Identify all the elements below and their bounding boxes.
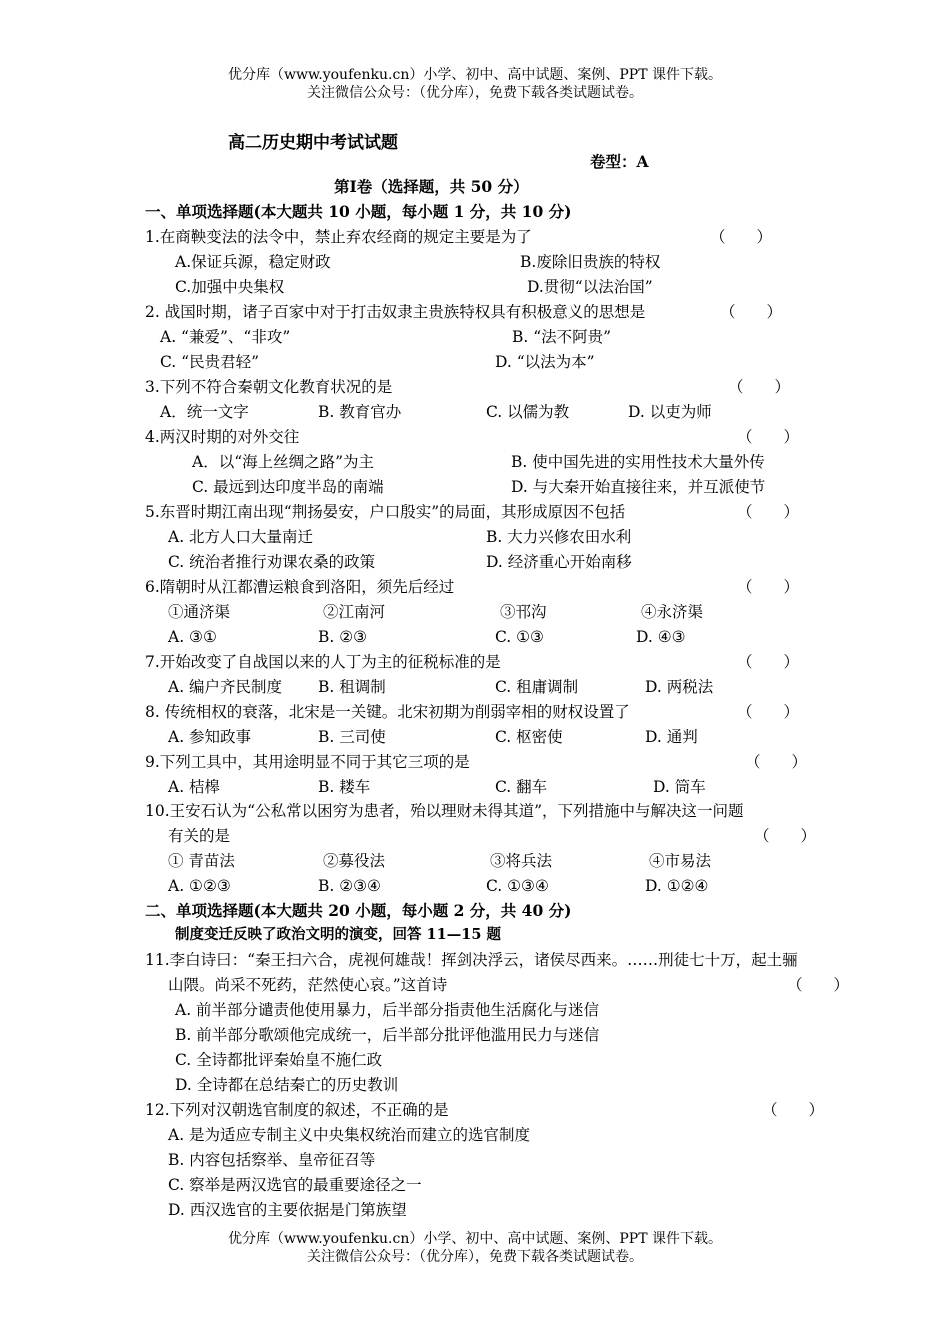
q11-option-c: C. 全诗都批评秦始皇不施仁政 — [175, 1051, 383, 1069]
q7-option-d: D. 两税法 — [645, 678, 714, 696]
q4-option-c: C. 最远到达印度半岛的南端 — [192, 478, 384, 496]
q6-option-c: C. ①③ — [495, 628, 544, 646]
q6-item-4: ④永济渠 — [641, 603, 704, 621]
section-2-title: 二、单项选择题(本大题共 20 小题，每小题 2 分，共 40 分) — [145, 901, 572, 920]
q3-answer-blank: （ ） — [728, 378, 791, 396]
q5-option-d: D. 经济重心开始南移 — [486, 553, 632, 571]
q8-option-a: A. 参知政事 — [168, 728, 252, 746]
q9-option-d: D. 筒车 — [653, 778, 706, 796]
q4-stem: 4.两汉时期的对外交往 — [145, 428, 300, 446]
q11-stem-continued: 山隈。尚采不死药，茫然使心哀。”这首诗 — [168, 976, 448, 994]
q10-stem: 10.王安石认为“公私常以困穷为患者，殆以理财未得其道”，下列措施中与解决这一问题 — [145, 802, 744, 820]
q11-option-d: D. 全诗都在总结秦亡的历史教训 — [175, 1076, 399, 1094]
q10-stem-continued: 有关的是 — [168, 827, 231, 845]
footer-line-2: 关注微信公众号：（优分库），免费下载各类试题试卷。 — [307, 1249, 643, 1265]
q1-answer-blank: （ ） — [710, 228, 773, 246]
q9-option-b: B. 耧车 — [318, 778, 371, 796]
q7-option-b: B. 租调制 — [318, 678, 386, 696]
q11-answer-blank: （ ） — [787, 976, 850, 994]
q8-option-d: D. 通判 — [645, 728, 698, 746]
q12-answer-blank: （ ） — [762, 1101, 825, 1119]
q3-option-c: C. 以儒为教 — [486, 403, 570, 421]
q11-option-a: A. 前半部分谴责他使用暴力，后半部分指责他生活腐化与迷信 — [175, 1001, 600, 1019]
exam-title: 高二历史期中考试试题 — [228, 133, 398, 153]
q6-stem: 6.隋朝时从江都漕运粮食到洛阳，须先后经过 — [145, 578, 455, 596]
q6-item-2: ②江南河 — [323, 603, 386, 621]
q6-item-3: ③邗沟 — [500, 603, 547, 621]
q1-option-b: B.废除旧贵族的特权 — [520, 253, 661, 271]
section-1-title: 一、单项选择题(本大题共 10 小题，每小题 1 分，共 10 分) — [145, 202, 572, 221]
q6-option-b: B. ②③ — [318, 628, 368, 646]
header-line-1: 优分库（www.youfenku.cn）小学、初中、高中试题、案例、PPT 课件下载。 — [227, 67, 722, 83]
q10-item-4: ④市易法 — [649, 852, 712, 870]
q1-stem: 1.在商鞅变法的法令中，禁止弃农经商的规定主要是为了 — [145, 228, 532, 246]
q10-option-d: D. ①②④ — [645, 877, 709, 895]
q5-option-c: C. 统治者推行劝课农桑的政策 — [168, 553, 376, 571]
q2-option-b: B. “法不阿贵” — [512, 328, 612, 346]
q8-option-c: C. 枢密使 — [495, 728, 563, 746]
q8-answer-blank: （ ） — [737, 703, 800, 721]
q8-stem: 8. 传统相权的衰落，北宋是一关键。北宋初期为削弱宰相的财权设置了 — [145, 703, 630, 721]
q4-option-d: D. 与大秦开始直接往来，并互派使节 — [511, 478, 766, 496]
q2-option-a: A. “兼爱”、“非攻” — [160, 328, 291, 346]
q9-answer-blank: （ ） — [745, 753, 808, 771]
q5-stem: 5.东晋时期江南出现“荆扬晏安，户口殷实”的局面，其形成原因不包括 — [145, 503, 626, 521]
q11-stem: 11.李白诗曰：“秦王扫六合，虎视何雄哉！挥剑决浮云，诸侯尽西来。……刑徒七十万，起土骊 — [145, 951, 798, 969]
q1-option-d: D.贯彻“以法治国” — [527, 278, 653, 296]
q4-option-b: B. 使中国先进的实用性技术大量外传 — [511, 453, 765, 471]
q12-option-a: A. 是为适应专制主义中央集权统治而建立的选官制度 — [168, 1126, 531, 1144]
q10-option-c: C. ①③④ — [486, 877, 549, 895]
q7-answer-blank: （ ） — [737, 653, 800, 671]
q2-answer-blank: （ ） — [720, 303, 783, 321]
q10-option-b: B. ②③④ — [318, 877, 381, 895]
q7-option-a: A. 编户齐民制度 — [168, 678, 283, 696]
q3-option-b: B. 教育官办 — [318, 403, 402, 421]
q9-option-a: A. 桔槔 — [168, 778, 221, 796]
q12-option-c: C. 察举是两汉选官的最重要途径之一 — [168, 1176, 422, 1194]
q6-answer-blank: （ ） — [737, 578, 800, 596]
q12-option-b: B. 内容包括察举、皇帝征召等 — [168, 1151, 376, 1169]
q4-answer-blank: （ ） — [737, 428, 800, 446]
q10-item-2: ②募役法 — [323, 852, 386, 870]
q3-stem: 3.下列不符合秦朝文化教育状况的是 — [145, 378, 393, 396]
q7-stem: 7.开始改变了自战国以来的人丁为主的征税标准的是 — [145, 653, 501, 671]
q2-option-d: D. “以法为本” — [495, 353, 595, 371]
q12-stem: 12.下列对汉朝选官制度的叙述，不正确的是 — [145, 1101, 449, 1119]
q5-option-b: B. 大力兴修农田水利 — [486, 528, 632, 546]
q3-option-d: D. 以吏为师 — [628, 403, 712, 421]
q10-item-3: ③将兵法 — [490, 852, 553, 870]
q5-answer-blank: （ ） — [737, 503, 800, 521]
q10-answer-blank: （ ） — [754, 827, 817, 845]
q7-option-c: C. 租庸调制 — [495, 678, 579, 696]
q3-option-a: A．统一文字 — [160, 403, 249, 421]
q10-item-1: ① 青苗法 — [168, 852, 235, 870]
q1-option-a: A.保证兵源，稳定财政 — [175, 253, 331, 271]
q8-option-b: B. 三司使 — [318, 728, 386, 746]
footer-line-1: 优分库（www.youfenku.cn）小学、初中、高中试题、案例、PPT 课件下载。 — [227, 1231, 722, 1247]
header-line-2: 关注微信公众号：（优分库），免费下载各类试题试卷。 — [307, 85, 643, 101]
q4-option-a: A．以“海上丝绸之路”为主 — [192, 453, 375, 471]
q6-option-d: D. ④③ — [636, 628, 686, 646]
q2-option-c: C. “民贵君轻” — [160, 353, 260, 371]
q5-option-a: A. 北方人口大量南迁 — [168, 528, 314, 546]
paper-type: 卷型：A — [590, 152, 649, 171]
q9-stem: 9.下列工具中，其用途明显不同于其它三项的是 — [145, 753, 470, 771]
q6-option-a: A. ③① — [168, 628, 217, 646]
q11-option-b: B. 前半部分歌颂他完成统一，后半部分批评他滥用民力与迷信 — [175, 1026, 600, 1044]
q1-option-c: C.加强中央集权 — [175, 278, 285, 296]
q12-option-d: D. 西汉选官的主要依据是门第族望 — [168, 1201, 407, 1219]
part-title: 第Ⅰ卷（选择题，共 50 分） — [334, 177, 529, 196]
q9-option-c: C. 翻车 — [495, 778, 548, 796]
q10-option-a: A. ①②③ — [168, 877, 231, 895]
q2-stem: 2. 战国时期，诸子百家中对于打击奴隶主贵族特权具有积极意义的思想是 — [145, 303, 646, 321]
q6-item-1: ①通济渠 — [168, 603, 231, 621]
section-2-intro: 制度变迁反映了政治文明的演变，回答 11—15 题 — [175, 926, 501, 943]
